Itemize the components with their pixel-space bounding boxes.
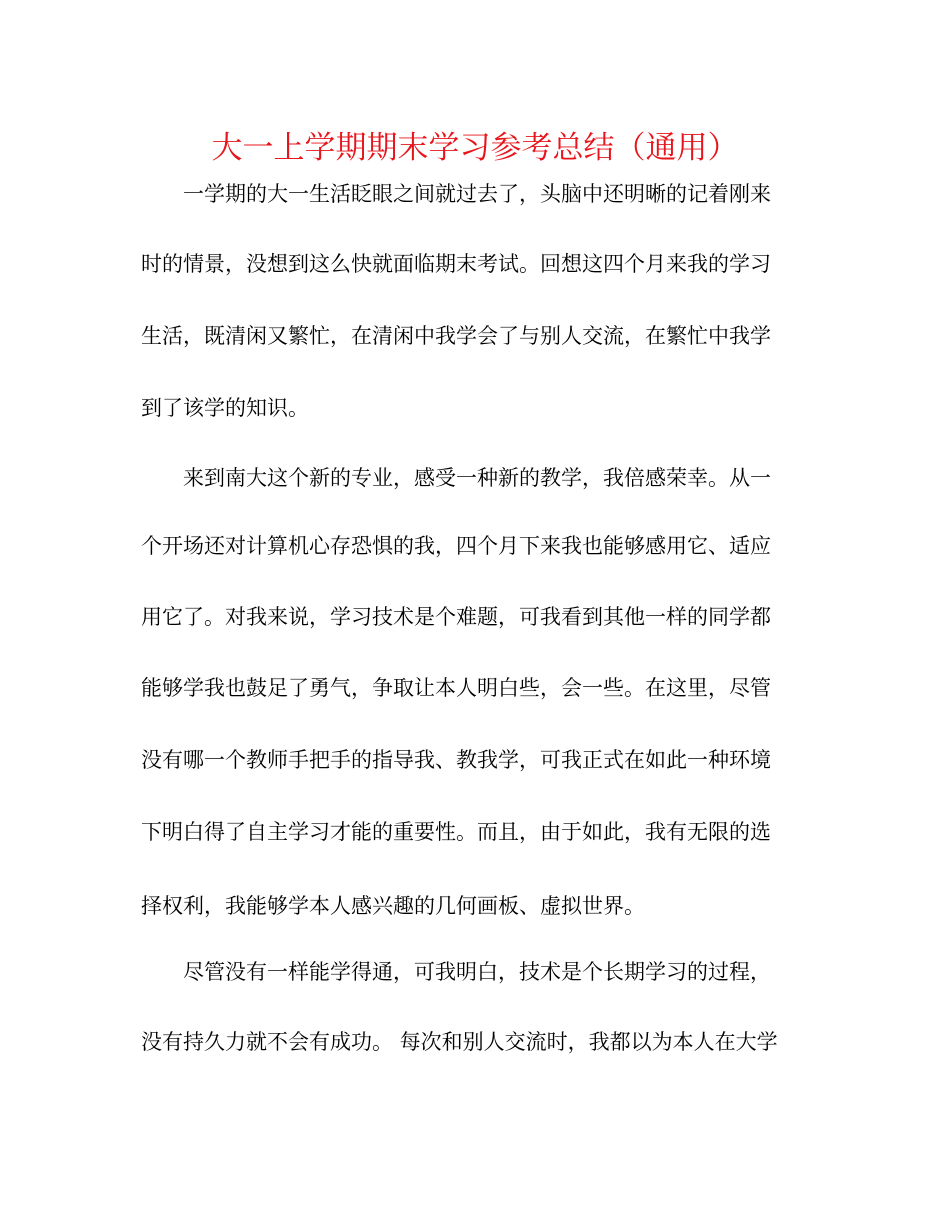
body-line-6: 个开场还对计算机心存恐惧的我，四个月下来我也能够感用它、适应 [141, 534, 771, 558]
body-line-12: 尽管没有一样能学得通，可我明白，技术是个长期学习的过程， [141, 960, 771, 984]
body-line-7: 用它了。对我来说，学习技术是个难题，可我看到其他一样的同学都 [141, 605, 771, 629]
body-line-13: 没有持久力就不会有成功。 每次和别人交流时，我都以为本人在大学 [141, 1030, 778, 1054]
body-line-5: 来到南大这个新的专业，感受一种新的教学，我倍感荣幸。从一 [141, 466, 771, 490]
body-line-8: 能够学我也鼓足了勇气，争取让本人明白些，会一些。在这里，尽管 [141, 676, 771, 700]
body-line-4: 到了该学的知识。 [141, 396, 309, 420]
document-title: 大一上学期期末学习参考总结（通用） [211, 130, 739, 166]
body-line-1: 一学期的大一生活眨眼之间就过去了，头脑中还明晰的记着刚来 [141, 182, 771, 206]
body-line-10: 下明白得了自主学习才能的重要性。而且，由于如此，我有无限的选 [141, 820, 771, 844]
body-line-9: 没有哪一个教师手把手的指导我、教我学，可我正式在如此一种环境 [141, 748, 771, 772]
body-line-2: 时的情景，没想到这么快就面临期末考试。回想这四个月来我的学习 [141, 252, 771, 276]
body-line-11: 择权利，我能够学本人感兴趣的几何画板、虚拟世界。 [141, 894, 645, 918]
body-line-3: 生活，既清闲又繁忙，在清闲中我学会了与别人交流，在繁忙中我学 [141, 324, 771, 348]
